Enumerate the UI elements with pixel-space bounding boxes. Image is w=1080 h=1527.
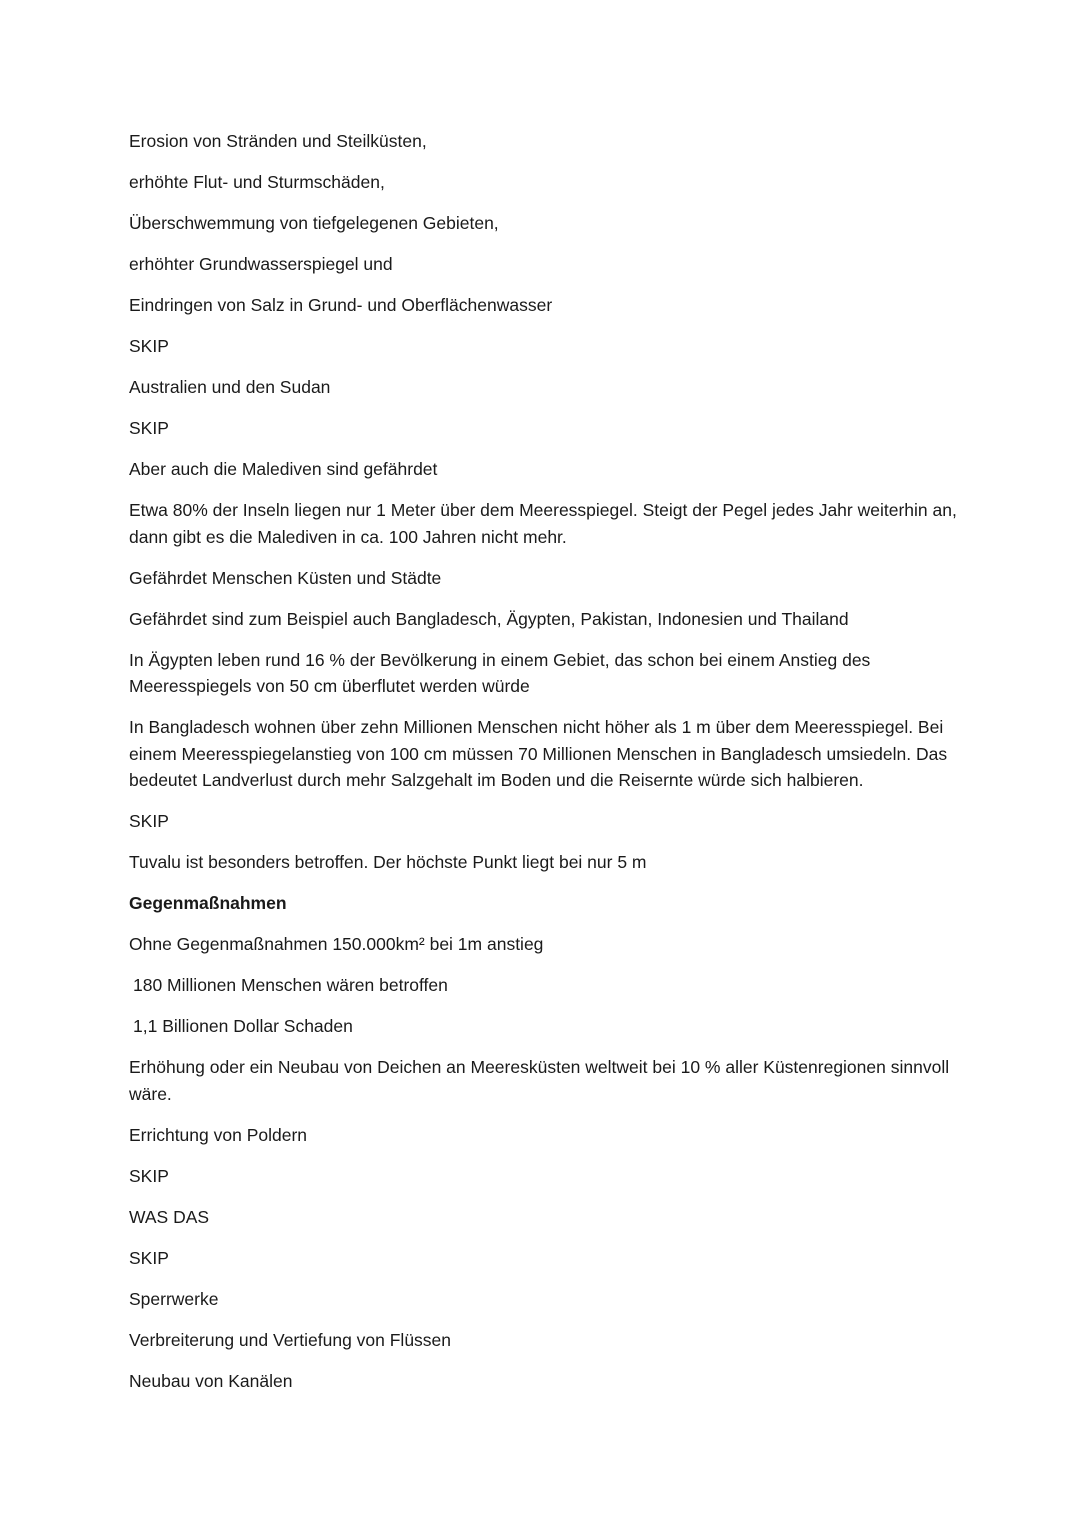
paragraph: WAS DAS [129, 1206, 210, 1227]
paragraph: Verbreiterung und Vertiefung von Flüssen [129, 1329, 452, 1350]
paragraph: Überschwemmung von tiefgelegenen Gebieten, [129, 213, 499, 233]
paragraph: Erhöhung oder ein Neubau von Deichen an Meeresküsten weltweit bei 10 % aller Küstenregionen sinnvoll wäre. [129, 1057, 950, 1104]
paragraph: Errichtung von Poldern [129, 1124, 308, 1145]
paragraph: Tuvalu ist besonders betroffen. Der höchste Punkt liegt bei nur 5 m [129, 852, 647, 872]
paragraph: Australien und den Sudan [129, 377, 331, 397]
paragraph: In Bangladesch wohnen über zehn Millionen Menschen nicht höher als 1 m über dem Meeresspiegel. Bei einem Meeresspiegelanstieg von 100 cm müssen 70 Millionen Menschen in Bangladesch umsiedeln. Das bedeutet Landverlust durch mehr Salzgehalt im Boden und die Reisernte würde sich halbieren. [129, 717, 948, 790]
paragraph: Aber auch die Malediven sind gefährdet [129, 459, 438, 479]
paragraph: Eindringen von Salz in Grund- und Oberflächenwasser [129, 295, 553, 315]
paragraph: Gefährdet sind zum Beispiel auch Bangladesch, Ägypten, Pakistan, Indonesien und Thailand [129, 608, 849, 629]
paragraph: Etwa 80% der Inseln liegen nur 1 Meter über dem Meeresspiegel. Steigt der Pegel jedes Jahr weiterhin an, dann gibt es die Malediven in ca. 100 Jahren nicht mehr. [129, 500, 957, 547]
paragraph: SKIP [129, 418, 169, 438]
document-body [129, 128, 959, 1409]
paragraph: 1,1 Billionen Dollar Schaden [133, 1016, 353, 1036]
paragraph: Erosion von Stränden und Steilküsten, [129, 131, 427, 151]
paragraph: Sperrwerke [129, 1288, 219, 1309]
section-heading: Gegenmaßnahmen [129, 893, 287, 913]
paragraph: Ohne Gegenmaßnahmen 150.000km² bei 1m anstieg [129, 934, 544, 954]
paragraph: erhöhter Grundwasserspiegel und [129, 254, 393, 274]
paragraph: Gefährdet Menschen Küsten und Städte [129, 567, 442, 588]
paragraph: SKIP [129, 1165, 169, 1186]
paragraph: SKIP [129, 811, 169, 831]
paragraph: Neubau von Kanälen [129, 1370, 293, 1391]
paragraph: SKIP [129, 336, 169, 356]
paragraph: In Ägypten leben rund 16 % der Bevölkerung in einem Gebiet, das schon bei einem Anstieg des Meeresspiegels von 50 cm überflutet werden würde [129, 649, 871, 696]
paragraph: SKIP [129, 1247, 169, 1268]
paragraph: 180 Millionen Menschen wären betroffen [133, 975, 448, 995]
paragraph: erhöhte Flut- und Sturmschäden, [129, 172, 385, 192]
